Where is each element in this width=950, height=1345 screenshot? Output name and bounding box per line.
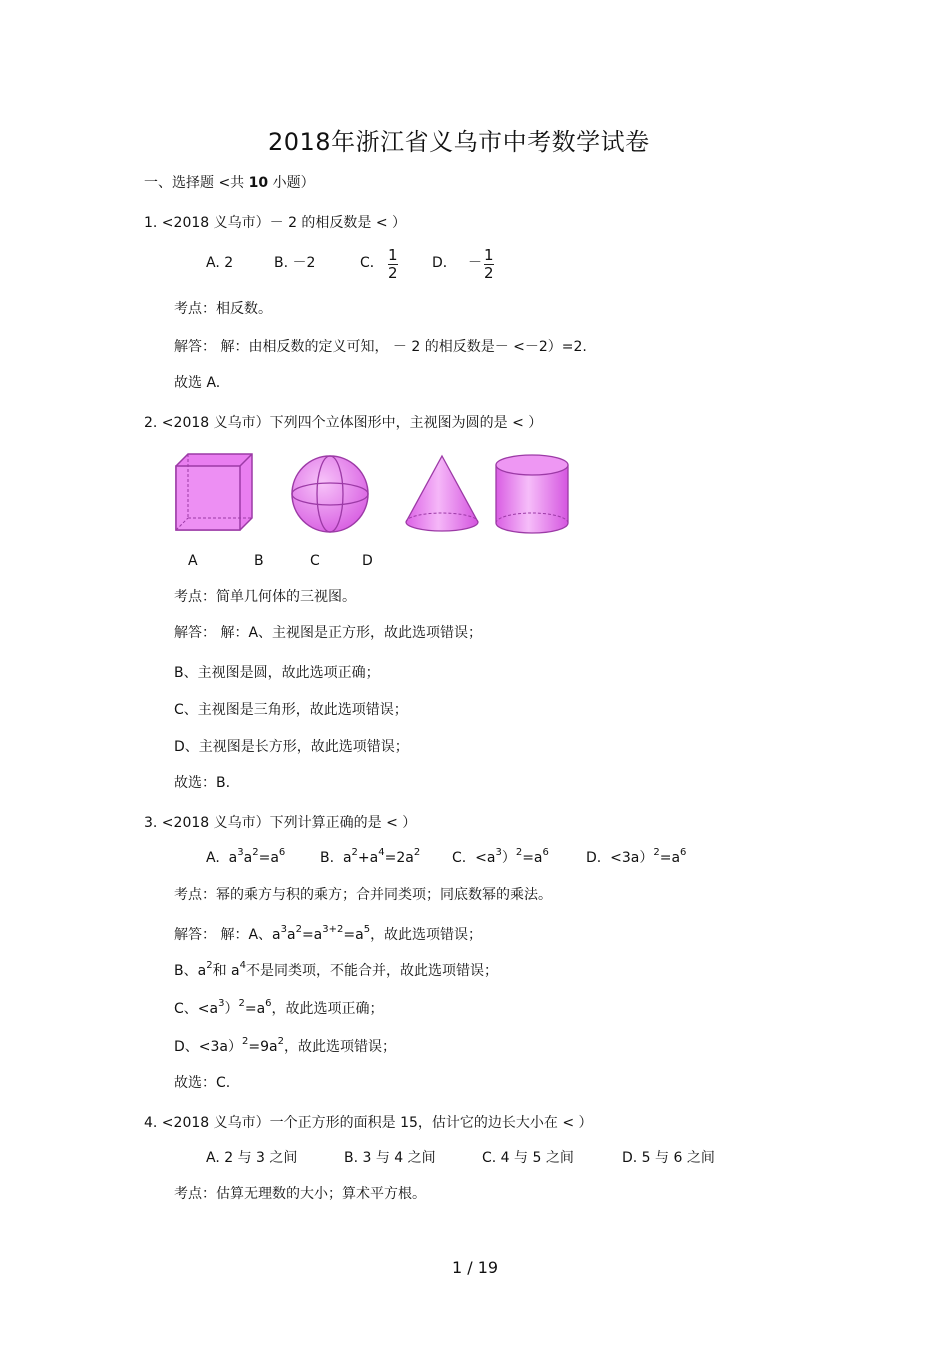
frac-num: 1 [388,246,398,264]
q3-option-b: B. $a^2+a^4=2a^2$ [320,847,421,866]
section-suffix: 小题） [268,175,315,191]
page-number: 1 / 19 [452,1258,499,1277]
q2-answer: 故选：B. [174,775,231,791]
q1-option-d-fraction [484,248,494,281]
frac-den: 2 [484,264,494,282]
q3-jieda: 解答： 解：A、$a^3a^2=a^{3+2}=a^5$，故此选项错误； [174,924,483,943]
q3-option-d: D. $<3a)^2=a^6$ [586,847,687,866]
q1-stem: 1. <2018 义乌市）－ 2 的相反数是 < ） [144,215,407,231]
q3-d-pre: D、<3a） [174,1039,242,1055]
q1-option-c-fraction [388,248,398,281]
q2-kaodian: 考点：简单几何体的三视图。 [174,589,356,605]
q3-d: D、$<3a)^2=9a^2$，故此选项错误； [174,1036,396,1055]
q3-stem: 3. <2018 义乌市）下列计算正确的是 < ） [144,815,417,831]
q4-option-c: C. 4 与 5 之间 [482,1150,574,1166]
q4-option-d: D. 5 与 6 之间 [622,1150,715,1166]
q3-b-tail: 不是同类项，不能合并，故此选项错误； [245,963,498,979]
shape-label-a: A [188,553,198,569]
q4-option-b: B. 3 与 4 之间 [344,1150,436,1166]
q1-option-a: A. 2 [206,255,234,271]
cylinder-shape [492,452,572,536]
q1-option-b: B. －2 [274,255,316,271]
q2-stem: 2. <2018 义乌市）下列四个立体图形中，主视图为圆的是 < ） [144,415,543,431]
shape-label-d: D [362,553,373,569]
q1-jieda: 解答： 解：由相反数的定义可知， － 2 的相反数是－ <－2）=2. [174,339,587,355]
q3-c-pre: C、<a [174,1001,219,1017]
q3-c: C、$<a^3)^2=a^6$，故此选项正确； [174,998,384,1017]
q3-b: B、$a^2$和 $a^4$不是同类项，不能合并，故此选项错误； [174,960,498,979]
q3-option-a: A. $a^3a^2=a^6$ [206,847,286,866]
section-prefix: 一、选择题 <共 [144,175,249,191]
q3-b-pre: B、a [174,963,207,979]
shape-label-c: C [310,553,320,569]
frac-den: 2 [388,264,398,282]
q1-option-d-label: D． [432,255,457,271]
q3-kaodian: 考点：幂的乘方与积的乘方；合并同类项；同底数幂的乘法。 [174,887,552,903]
q3-c-tail: ，故此选项正确； [271,1001,384,1017]
q2-jieda: 解答： 解：A、主视图是正方形，故此选项错误； [174,625,483,641]
q4-stem: 4. <2018 义乌市）一个正方形的面积是 15，估计它的边长大小在 < ） [144,1115,593,1131]
section-heading [144,176,315,190]
q2-c: C、主视图是三角形，故此选项错误； [174,702,408,718]
q4-option-a: A. 2 与 3 之间 [206,1150,298,1166]
q3-answer: 故选：C. [174,1075,231,1091]
sphere-shape [288,452,372,536]
q1-answer: 故选 A. [174,375,221,391]
q3-jieda-tail: ，故此选项错误； [370,927,483,943]
q4-kaodian: 考点：估算无理数的大小；算术平方根。 [174,1186,426,1202]
cube-shape [172,450,256,534]
frac-num: 1 [484,246,494,264]
section-count: 10 [248,175,269,191]
page-title: 2018年浙江省义乌市中考数学试卷 [268,128,650,156]
q3-option-c: C. $<a^3)^2=a^6$ [452,847,549,866]
cone-shape [402,452,482,534]
q1-kaodian: 考点：相反数。 [174,301,272,317]
q1-option-c-label: C． [360,255,384,271]
q2-b: B、主视图是圆，故此选项正确； [174,665,380,681]
shape-label-b: B [254,553,264,569]
q1-option-d-minus: － [468,255,482,271]
q3-b-mid: 和 a [212,963,240,979]
q2-d: D、主视图是长方形，故此选项错误； [174,739,409,755]
q3-d-tail: ，故此选项错误； [283,1039,396,1055]
q3-jieda-pre: 解答： 解：A、a [174,927,281,943]
